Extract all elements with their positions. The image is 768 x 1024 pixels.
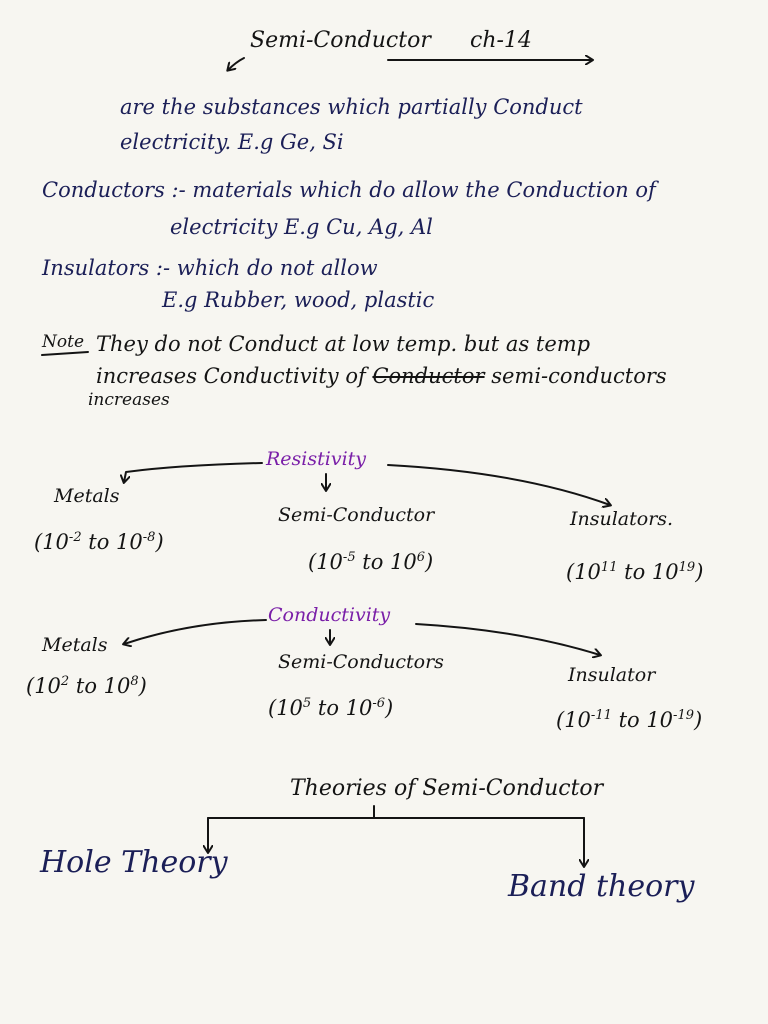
resistivity-metals-label: Metals xyxy=(54,485,120,507)
resistivity-arrow-insulators xyxy=(388,465,610,505)
note-label: Note xyxy=(42,332,85,352)
resistivity-semiconductor-range: ($10^{-5}$ to $10^6$) xyxy=(308,550,434,574)
hole-theory-label: Hole Theory xyxy=(40,845,228,880)
insulators-line-1: Insulators :- which do not allow xyxy=(42,256,378,280)
resistivity-arrow-metals xyxy=(124,463,262,482)
conductivity-semiconductor-range: ($10^5$ to $10^{-6}$) xyxy=(268,696,394,720)
resistivity-insulators-label: Insulators. xyxy=(570,508,674,530)
note-line-2 xyxy=(96,366,667,387)
definition-line-1: are the substances which partially Conduct xyxy=(120,95,583,119)
conductivity-insulators-range: ($10^{-11}$ to $10^{-19}$) xyxy=(556,708,703,732)
resistivity-semiconductor-label: Semi-Conductor xyxy=(278,504,435,526)
conductivity-semiconductor-label: Semi-Conductors xyxy=(278,651,444,673)
conductivity-insulators-label: Insulator xyxy=(568,664,656,686)
note-line-1: They do not Conduct at low temp. but as temp xyxy=(96,332,591,356)
note-line-2-end: semi-conductors xyxy=(491,364,667,388)
note-line-3: increases xyxy=(88,390,170,410)
chapter-label: ch-14 xyxy=(470,28,532,53)
conductivity-metals-label: Metals xyxy=(42,634,108,656)
note-struck-word: Conductor xyxy=(372,364,485,388)
insulators-line-2: E.g Rubber, wood, plastic xyxy=(162,288,435,312)
theories-heading: Theories of Semi-Conductor xyxy=(290,776,604,801)
title-left-arrow xyxy=(228,58,244,70)
page-title: Semi-Conductor xyxy=(250,28,431,53)
band-theory-label: Band theory xyxy=(508,869,695,904)
conductivity-heading: Conductivity xyxy=(268,604,391,626)
conductivity-arrow-metals xyxy=(124,620,266,644)
conductivity-metals-range: ($10^2$ to $10^8$) xyxy=(26,674,147,698)
conductors-line-2: electricity E.g Cu, Ag, Al xyxy=(170,215,433,239)
conductors-line-1: Conductors :- materials which do allow the Conduction of xyxy=(42,178,656,202)
resistivity-heading: Resistivity xyxy=(266,448,367,470)
note-underline xyxy=(42,352,88,355)
note-line-2-start: increases Conductivity of xyxy=(96,364,366,388)
definition-line-2: electricity. E.g Ge, Si xyxy=(120,130,344,154)
resistivity-metals-range: ($10^{-2}$ to $10^{-8}$) xyxy=(34,530,164,554)
resistivity-insulators-range: ($10^{11}$ to $10^{19}$) xyxy=(566,560,704,584)
